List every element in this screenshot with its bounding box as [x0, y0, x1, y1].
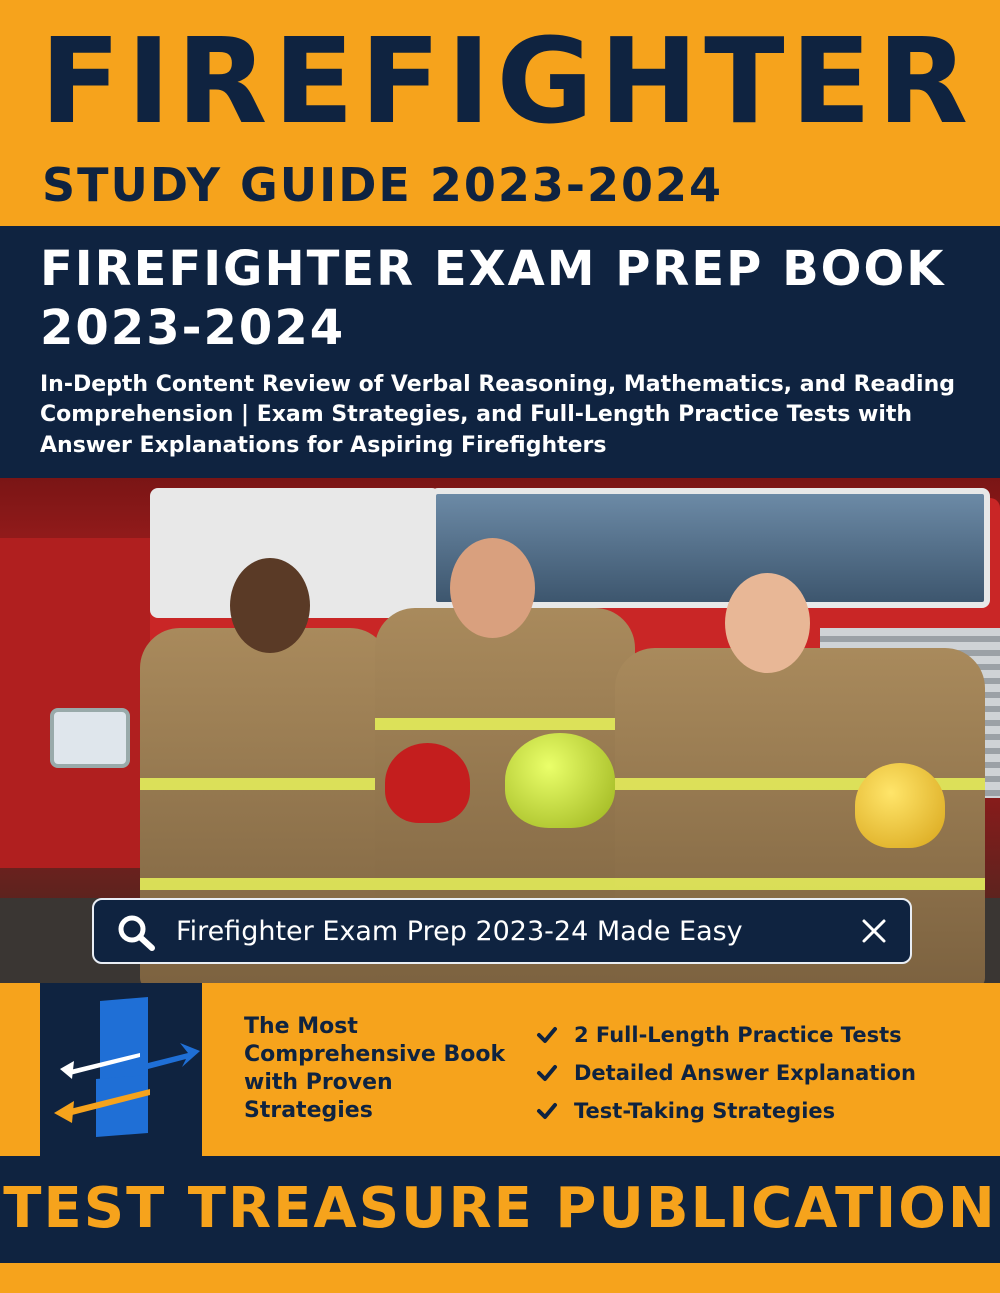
feature-label: 2 Full-Length Practice Tests: [574, 1023, 902, 1047]
search-query: Firefighter Exam Prep 2023-24 Made Easy: [176, 916, 743, 947]
feature-label: Test-Taking Strategies: [574, 1099, 836, 1123]
feature-list: [536, 1016, 916, 1130]
search-icon: [116, 914, 158, 952]
reflective-stripe: [140, 878, 390, 890]
checkmark-icon: [536, 1062, 558, 1084]
feature-item: [536, 1016, 916, 1054]
reflective-stripe: [375, 718, 635, 730]
feature-label: Detailed Answer Explanation: [574, 1061, 916, 1085]
firefighter-head: [230, 558, 310, 653]
truck-headlight: [50, 708, 130, 768]
feature-item: [536, 1054, 916, 1092]
search-bar[interactable]: [92, 898, 912, 964]
publisher-logo: [40, 983, 202, 1156]
publisher-name: TEST TREASURE PUBLICATION: [3, 1176, 997, 1241]
book-title: FIREFIGHTER EXAM PREP BOOK 2023-2024: [40, 241, 946, 356]
bottom-strip: [0, 1263, 1000, 1293]
sub-title: STUDY GUIDE 2023-2024: [42, 158, 724, 212]
logo-arrows-icon: [40, 983, 202, 1156]
tagline: The Most Comprehensive Book with Proven Strategies: [244, 1014, 506, 1124]
close-icon[interactable]: [860, 917, 888, 945]
firefighter-head: [725, 573, 810, 673]
book-description: In-Depth Content Review of Verbal Reasoning, Mathematics, and Reading Comprehension | Exam Strategies, and Full-Length Practice Tests with Answer Explanations for Aspiring Firefighters: [40, 372, 956, 458]
reflective-stripe: [140, 778, 390, 790]
checkmark-icon: [536, 1024, 558, 1046]
firefighter-head: [450, 538, 535, 638]
reflective-stripe: [375, 878, 635, 890]
fire-truck-left: [0, 538, 150, 868]
checkmark-icon: [536, 1100, 558, 1122]
title-area: [0, 0, 1000, 226]
feature-item: [536, 1092, 916, 1130]
reflective-stripe: [615, 878, 985, 890]
main-title: FIREFIGHTER: [40, 12, 975, 150]
red-helmet: [385, 743, 470, 823]
yellow-helmet: [855, 763, 945, 848]
yellow-helmet: [505, 733, 615, 828]
